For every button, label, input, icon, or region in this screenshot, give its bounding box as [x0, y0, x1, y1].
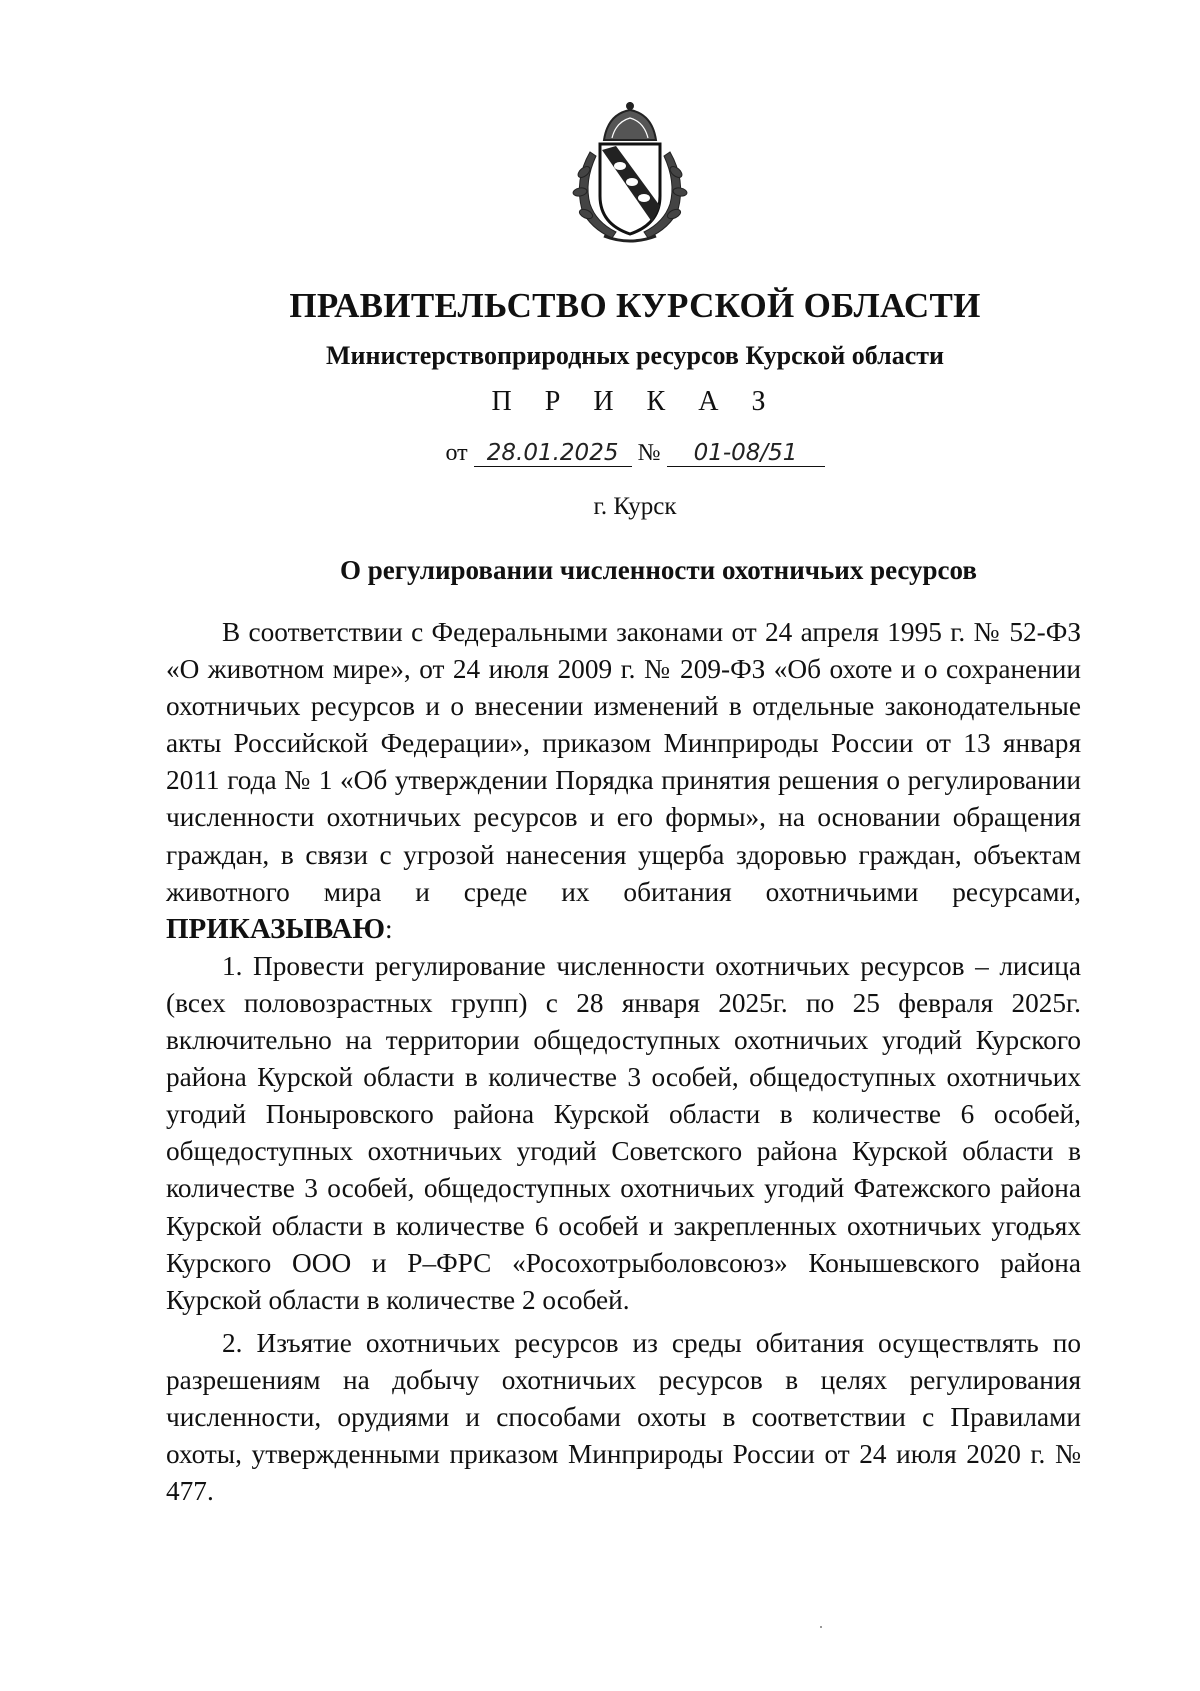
handwritten-date: 28.01.2025: [474, 440, 632, 467]
order-item-2: 2. Изъятие охотничьих ресурсов из среды обитания осуществлять по разрешениям на добычу охотничьих ресурсов в целях регулирования численности, орудиями и способами охоты в соответствии с Правилами охоты, утвержденными приказом Минприроды России от 24 июля 2020 г. № 477.: [166, 1327, 1081, 1507]
coat-of-arms-icon: [560, 100, 700, 248]
order-word: ПРИКАЗЫВАЮ: [166, 912, 385, 945]
order-item-1: 1. Провести регулирование численности охотничьих ресурсов – лисица (всех половозрастных групп) с 28 января 2025г. по 25 февраля 2025г. включительно на территории общедоступных охотничьих угодий Курского района Курской области в количестве 3 особей, общедоступных охотничьих угодий Поныровского района Курской области в количестве 6 особей, общедоступных охотничьих угодий Советского района Курской области в количестве 3 особей, общедоступных охотничьих угодий Фатежского района Курской области в количестве 6 особей и закрепленных охотничьих угодьях Курского ООО и Р–ФРС «Росохотрыболовсоюз» Конышевского района Курской области в количестве 2 особей.: [166, 950, 1081, 1315]
document-type: П Р И К А З: [491, 386, 779, 417]
date-number-line: [0, 440, 1200, 467]
preamble-paragraph: [166, 614, 1081, 948]
scan-speck: [820, 1626, 822, 1628]
preamble-text: В соответствии с Федеральными законами от 24 апреля 1995 г. № 52-ФЗ «О животном мире», от 24 июля 2009 г. № 209-ФЗ «Об охоте и о сохранении охотничьих ресурсов и о внесении изменений в отдельные законодательные акты Российской Федерации», приказом Минприроды России от 13 января 2011 года № 1 «Об утверждении Порядка принятия решения о регулировании численности охотничьих ресурсов и его формы», на основании обращения граждан, в связи с угрозой нанесения ущерба здоровью граждан, объектам животного мира и среде их обитания охотничьими ресурсами,: [166, 617, 1081, 907]
number-prefix: №: [637, 440, 661, 466]
document-subject: О регулировании численности охотничьих ресурсов: [340, 555, 977, 585]
ministry-title: Министерствоприродных ресурсов Курской области: [326, 341, 944, 370]
order-colon: :: [384, 913, 393, 944]
document-body: [166, 614, 1081, 1510]
handwritten-number: 01-08/51: [667, 440, 825, 467]
date-prefix: от: [445, 440, 468, 466]
government-title: ПРАВИТЕЛЬСТВО КУРСКОЙ ОБЛАСТИ: [289, 286, 981, 325]
city: г. Курск: [593, 493, 677, 520]
